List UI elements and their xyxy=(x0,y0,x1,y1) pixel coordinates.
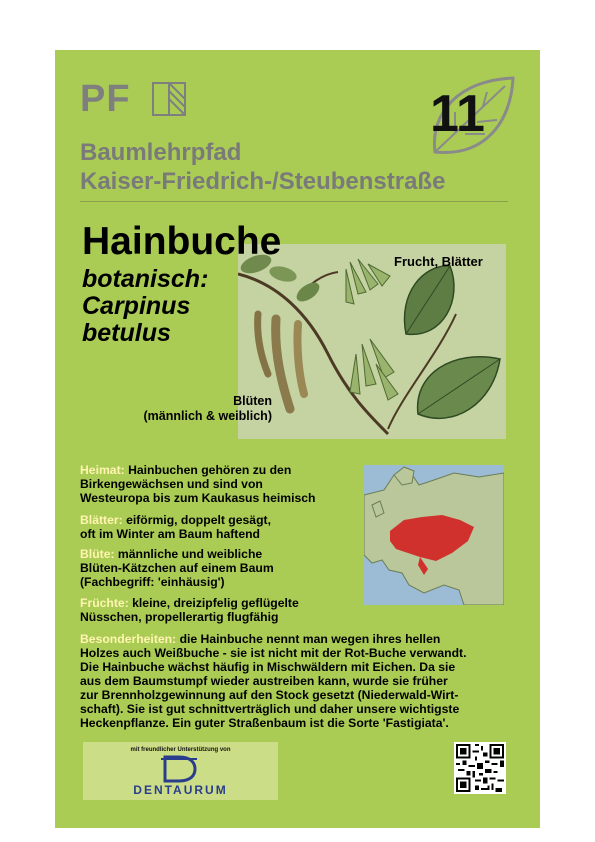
besonderheiten-line: aus dem Baumstumpf wieder austreiben kann, wurde sie früher xyxy=(80,674,448,688)
besonderheiten-key: Besonderheiten: xyxy=(80,632,177,646)
botanical-species: betulus xyxy=(82,319,171,347)
fruit-leaves-label: Frucht, Blätter xyxy=(394,254,483,269)
info-blaetter xyxy=(80,513,375,541)
flowers-caption xyxy=(120,394,272,424)
pf-logo-mark-icon xyxy=(152,82,186,116)
besonderheiten-line: Heckenpflanze. Ein guter Straßenbaum ist die Sorte 'Fastigiata'. xyxy=(80,716,449,730)
botanical-genus: Carpinus xyxy=(82,292,191,320)
botanical-name xyxy=(82,266,208,347)
blaetter-key: Blätter: xyxy=(80,513,123,527)
info-bluete xyxy=(80,547,375,589)
besonderheiten-line: die Hainbuche nennt man wegen ihres hellen xyxy=(179,632,441,646)
flowers-label: Blüten xyxy=(233,394,272,408)
besonderheiten-line: schaft). Sie ist gut schnittverträglich und daher unsere wichtigste xyxy=(80,702,460,716)
heimat-key: Heimat: xyxy=(80,463,125,477)
sign-number: 11 xyxy=(430,85,485,143)
fruechte-key: Früchte: xyxy=(80,596,129,610)
info-heimat xyxy=(80,463,375,505)
sponsor-support-text: mit freundlicher Unterstützung von xyxy=(130,747,231,753)
distribution-map xyxy=(364,465,504,605)
info-besonderheiten xyxy=(80,632,520,730)
info-fruechte xyxy=(80,596,375,624)
heimat-line: Westeuropa bis zum Kaukasus heimisch xyxy=(80,491,316,505)
tree-name: Hainbuche xyxy=(82,220,282,263)
qr-code[interactable] xyxy=(454,742,506,794)
bluete-line: (Fachbegriff: 'einhäusig') xyxy=(80,575,225,589)
botanical-label: botanisch: xyxy=(82,265,209,293)
besonderheiten-line: Holzes auch Weißbuche - sie ist nicht mit der Rot-Buche verwandt. xyxy=(80,646,467,660)
hornbeam-illustration xyxy=(238,244,506,439)
flowers-sub-label: (männlich & weiblich) xyxy=(143,409,272,423)
besonderheiten-line: Die Hainbuche wächst häufig in Mischwäldern mit Eichen. Da sie xyxy=(80,660,456,674)
bluete-key: Blüte: xyxy=(80,547,115,561)
sponsor-box xyxy=(83,742,278,800)
blaetter-line: eiförmig, doppelt gesägt, xyxy=(126,513,271,527)
sponsor-name: DENTAURUM xyxy=(133,783,228,797)
header-divider xyxy=(80,201,508,202)
pf-logo-text: PF xyxy=(80,78,131,120)
blaetter-line: oft im Winter am Baum haftend xyxy=(80,527,261,541)
fruechte-line: Nüsschen, propellerartig flugfähig xyxy=(80,610,279,624)
sponsor-d-logo-icon xyxy=(161,755,197,783)
fruechte-line: kleine, dreizipfelig geflügelte xyxy=(132,596,299,610)
trail-title xyxy=(80,138,445,196)
heimat-line: Birkengewächsen und sind von xyxy=(80,477,263,491)
trail-title-line2: Kaiser-Friedrich-/Steubenstraße xyxy=(80,168,446,195)
trail-title-line1: Baumlehrpfad xyxy=(80,139,242,166)
besonderheiten-line: zur Brennholzgewinnung auf den Stock gesetzt (Niederwald-Wirt- xyxy=(80,688,459,702)
heimat-line: Hainbuchen gehören zu den xyxy=(128,463,292,477)
bluete-line: Blüten-Kätzchen auf einem Baum xyxy=(80,561,274,575)
bluete-line: männliche und weibliche xyxy=(117,547,263,561)
